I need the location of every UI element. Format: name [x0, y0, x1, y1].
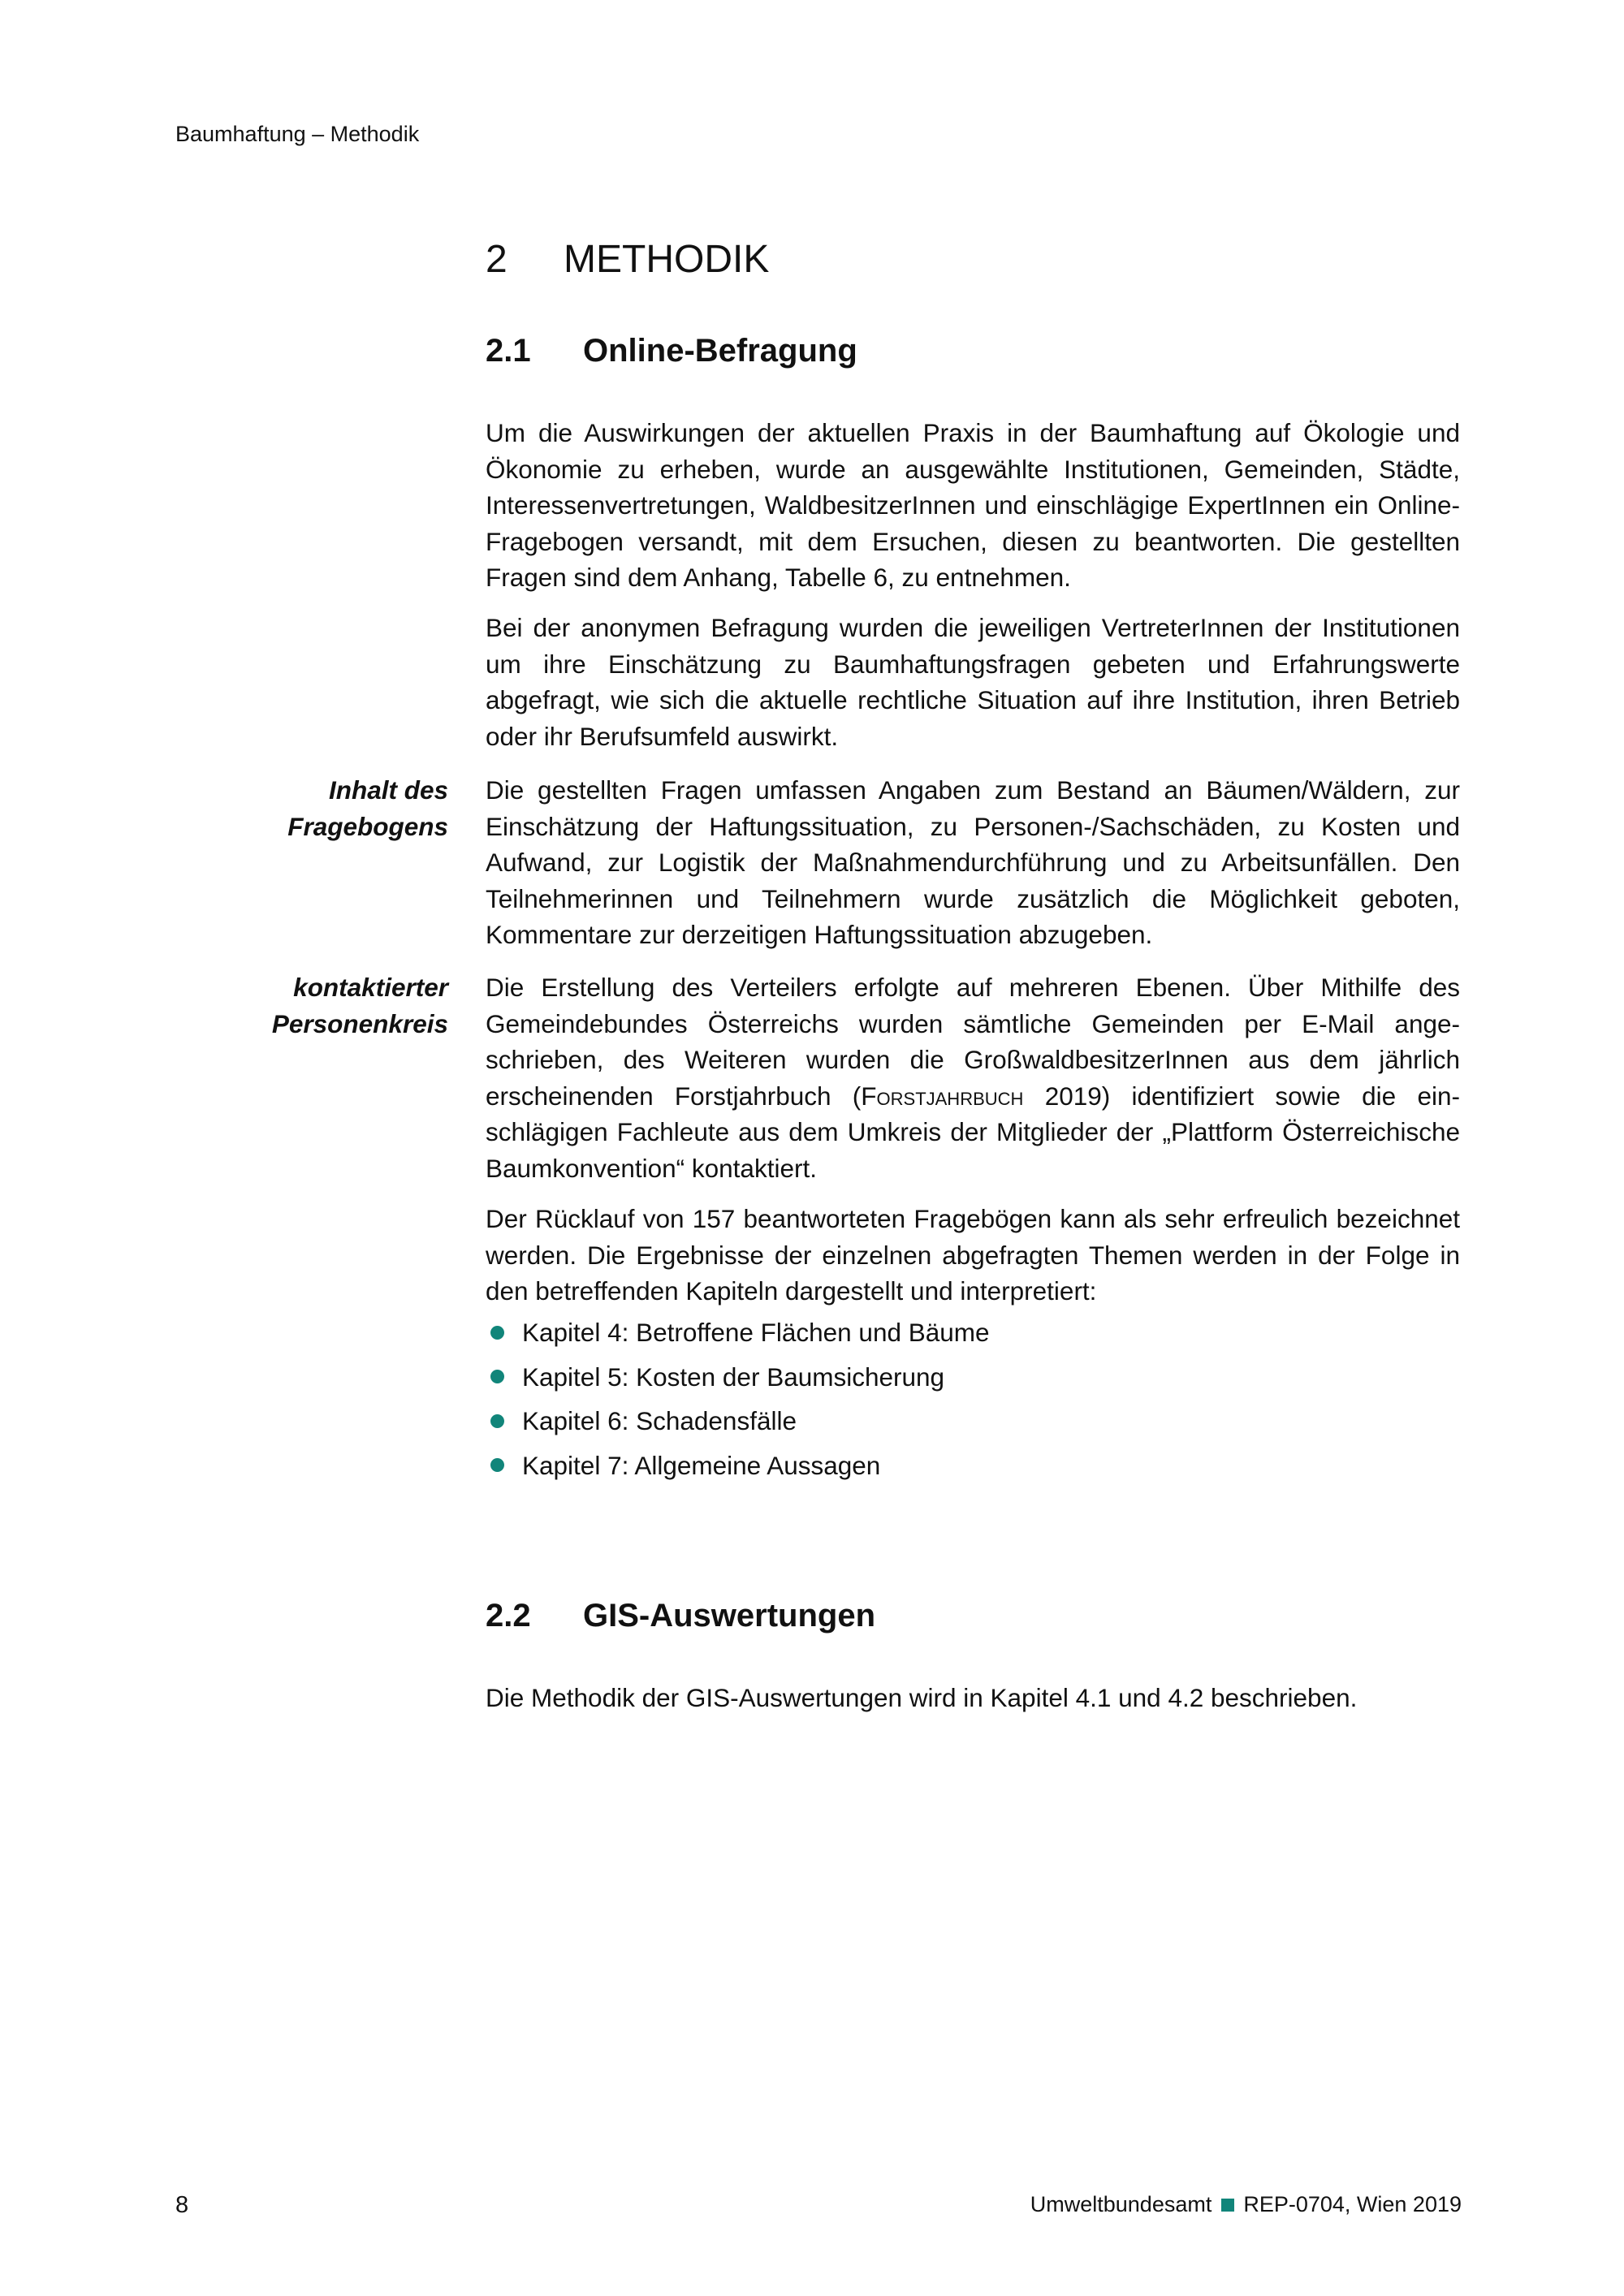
section-heading-2-2 — [486, 1598, 875, 1634]
citation-forstjahrbuch: Forstjahrbuch — [861, 1081, 1024, 1111]
paragraph-questions: Die gestellten Fragen umfassen Angaben zum Bestand an Bäumen/Wäldern, zur Einschätzung der Haftungssituation, zu Personen-/Sachschäden, zu Kosten und Aufwand, zur Logistik der Maßnahmendurchführung und zu Arbeitsunfällen. Den Teilnehmerinnen und Teilnehmern wurde zusätzlich die Möglichkeit geboten, Kommentare zur derzeitigen Haftungssituation abzugeben. — [486, 775, 1460, 949]
paragraph-distribution — [486, 969, 1460, 1186]
section-heading-2-1 — [486, 333, 857, 369]
footer-report: REP-0704, Wien 2019 — [1243, 2192, 1462, 2216]
list-item-label: Kapitel 4: Betroffene Flächen und Bäume — [522, 1318, 990, 1347]
list-item-label: Kapitel 6: Schadensfälle — [522, 1406, 797, 1435]
bullet-icon — [490, 1414, 504, 1428]
margin-note-questionnaire-content: Inhalt des Fragebogens — [287, 775, 448, 841]
list-item — [486, 1310, 990, 1355]
paragraph-response: Der Rücklauf von 157 beantworteten Fragebögen kann als sehr erfreulich bezeichnet werden. Die Ergebnisse der einzelnen abgefragten Themen werden in der Folge in den betreffenden Kapiteln dargestellt und interpretiert: — [486, 1204, 1460, 1306]
list-item-label: Kapitel 7: Allgemeine Aussagen — [522, 1450, 881, 1480]
chapter-list — [486, 1310, 990, 1487]
page-number: 8 — [175, 2192, 189, 2218]
margin-note-contacted-group: kontaktierter Personenkreis — [271, 973, 448, 1038]
paragraph-intro: Um die Auswirkungen der aktuellen Praxis in der Baumhaftung auf Ökologie und Ökonomie zu erheben, wurde an ausgewählte Institutionen, Gemeinden, Städte, Interessenvertretungen, WaldbesitzerInnen und einschlägige ExpertInnen ein Online-Fragebogen versandt, mit dem Ersuchen, diesen zu beantworten. Die gestellten Fragen sind dem Anhang, Tabelle 6, zu entnehmen. — [486, 418, 1460, 592]
footer-citation — [1030, 2192, 1462, 2217]
section-number: 2.1 — [486, 333, 531, 369]
list-item-label: Kapitel 5: Kosten der Baumsicherung — [522, 1362, 945, 1392]
section-title: Online-Befragung — [583, 333, 857, 369]
paragraph-anonymous-survey: Bei der anonymen Befragung wurden die jeweiligen VertreterInnen der Institutionen um ihre Einschätzung zu Baumhaftungsfragen gebeten und Erfahrungswerte abgefragt, wie sich die aktuelle rechtliche Situation auf ihre Institution, ihren Betrieb oder ihr Berufsumfeld auswirkt. — [486, 613, 1460, 751]
list-item — [486, 1444, 990, 1488]
footer-publisher: Umweltbundesamt — [1030, 2192, 1212, 2216]
distribution-text-end: 2019) identifiziert sowie die einschlägigen Fachleute aus dem Umkreis der Mitglieder der „Plattform Österreichische Baumkonvention“ kontaktiert. — [486, 1081, 1461, 1183]
list-item — [486, 1399, 990, 1444]
list-item — [486, 1355, 990, 1400]
bullet-icon — [490, 1326, 504, 1340]
chapter-number: 2 — [486, 238, 508, 281]
distribution-text-start: Die Erstellung des Verteilers erfolgte auf mehreren Ebenen. Über Mithilfe des Gemeindebundes Österreichs wurden sämtliche Gemeinden per E-Mail angeschrieben, des Weiteren wurden die GroßwaldbesitzerInnen aus dem jährlich erscheinenden Forstjahrbuch ( — [486, 973, 1460, 1111]
chapter-title: METHODIK — [564, 238, 770, 281]
running-header: Baumhaftung – Methodik — [175, 122, 420, 146]
square-icon — [1221, 2199, 1234, 2212]
paragraph-gis: Die Methodik der GIS-Auswertungen wird in Kapitel 4.1 und 4.2 beschrieben. — [486, 1683, 1358, 1712]
bullet-icon — [490, 1458, 504, 1472]
bullet-icon — [490, 1370, 504, 1383]
section-number: 2.2 — [486, 1598, 531, 1634]
section-title: GIS-Auswertungen — [583, 1598, 876, 1634]
chapter-heading — [486, 237, 769, 282]
